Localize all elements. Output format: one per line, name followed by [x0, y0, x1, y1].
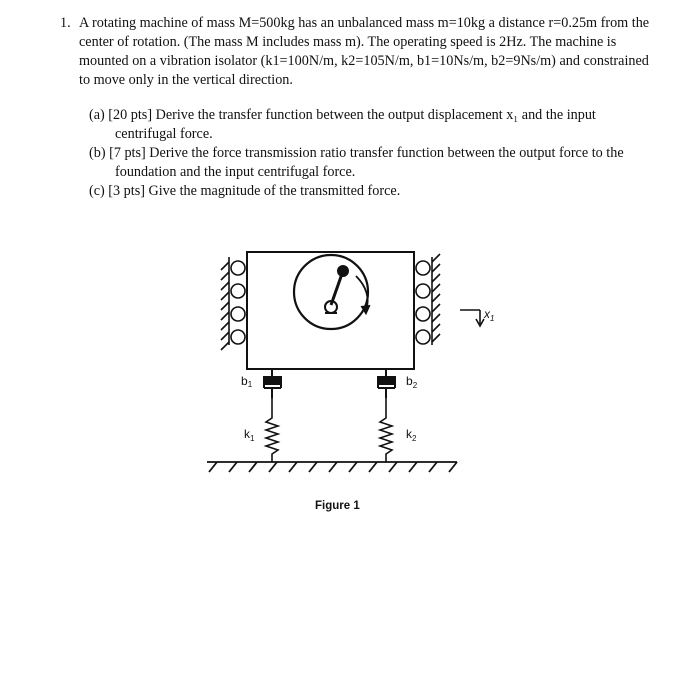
damper-b2	[378, 369, 395, 398]
part-a-label: (a)	[89, 107, 105, 123]
label-k1: $k_1$	[244, 427, 255, 443]
part-a-text: [20 pts] Derive the transfer function between the output displacement x₁ and the input centrifugal force.	[108, 107, 596, 142]
problem-statement: A rotating machine of mass M=500kg has an unbalanced mass m=10kg a distance r=0.25m from the center of rotation. (The mass M includes mass m). The operating speed is 2Hz. The machine is mounted on a vibration isolator (k1=100N/m, k2=105N/m, b1=10Ns/m, b2=9Ns/m) and constrained to move only in the vertical direction.	[79, 15, 650, 88]
problem-number: 1.	[60, 15, 71, 31]
machine-block	[247, 252, 414, 369]
x1-displacement-arrow	[460, 310, 484, 326]
label-x1: $x_1$	[484, 307, 495, 323]
damper-b1	[264, 369, 281, 398]
part-c-text: [3 pts] Give the magnitude of the transmitted force.	[108, 183, 401, 199]
part-c-label: (c)	[89, 183, 105, 199]
rotor-unbalanced-mass	[294, 255, 370, 329]
part-b-text: [7 pts] Derive the force transmission ratio transfer function between the output force to the foundation and the input centrifugal force.	[109, 145, 624, 180]
label-b1: b1	[241, 374, 253, 389]
right-guide-rollers	[416, 254, 440, 345]
ground	[207, 462, 457, 472]
figure-caption: Figure 1	[315, 500, 360, 512]
spring-k1	[266, 398, 278, 462]
part-b-label: (b)	[89, 145, 106, 161]
spring-k2	[380, 398, 392, 462]
label-b2: $b_2$	[406, 374, 418, 390]
left-guide-rollers	[221, 257, 245, 350]
label-k2: $k_2$	[406, 427, 417, 443]
